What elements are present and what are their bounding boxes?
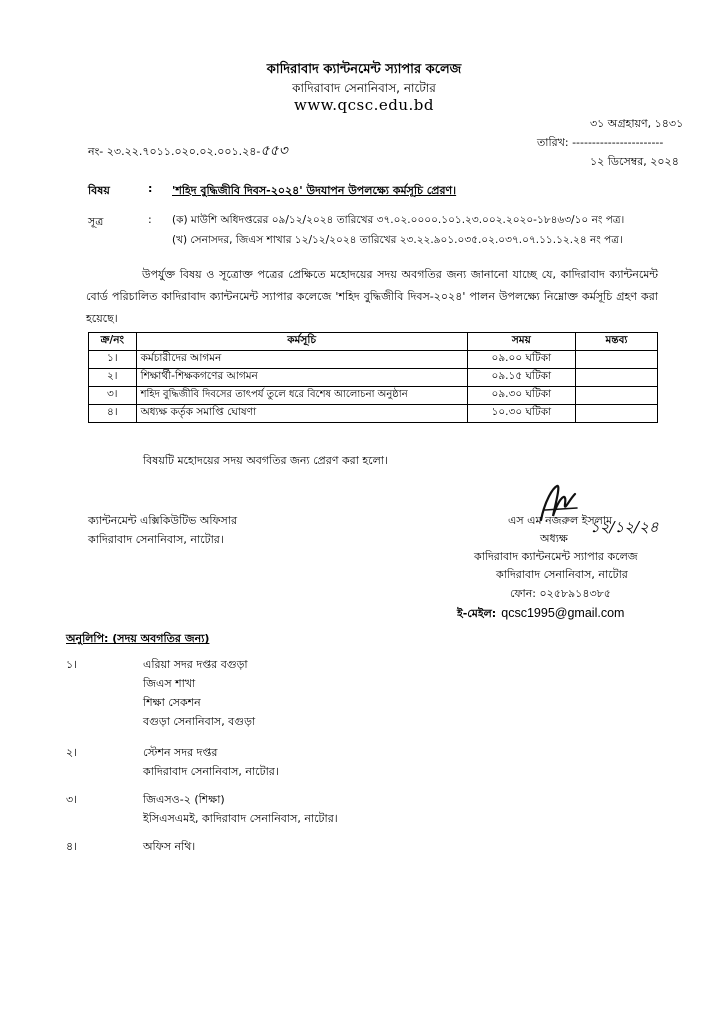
date-label: তারিখ: ----------------------- — [537, 136, 664, 149]
copy-item-number: ৩। — [66, 793, 78, 806]
signed-date: ১২/১২/২৪ — [590, 518, 659, 536]
table-row — [89, 351, 658, 369]
copy-line: জিএসও-২ (শিক্ষা) — [143, 793, 225, 806]
copy-line: জিএস শাখা — [143, 677, 196, 690]
header-serial: ক্র/নং — [89, 333, 137, 351]
recipient-line-2: কাদিরাবাদ সেনানিবাস, নাটোর। — [88, 533, 224, 546]
table-header-row — [89, 333, 658, 351]
copy-line: কাদিরাবাদ সেনানিবাস, নাটোর। — [143, 765, 279, 778]
institution-website: www.qcsc.edu.bd — [294, 96, 434, 114]
row-program: শহিদ বুদ্ধিজীবি দিবসের তাৎপর্য তুলে ধরে বিশেষ আলোচনা অনুষ্ঠান — [136, 387, 467, 405]
row-program: শিক্ষার্থী-শিক্ষকগণের আগমন — [136, 369, 467, 387]
row-serial: ১। — [89, 351, 137, 369]
source-colon: : — [148, 213, 152, 226]
email-address: qcsc1995@gmail.com — [501, 606, 625, 620]
row-remark — [575, 387, 657, 405]
row-program: অধ্যক্ষ কর্তৃক সমাপ্তি ঘোষণা — [136, 405, 467, 423]
copy-item-number: ১। — [66, 658, 78, 671]
header-remarks: মন্তব্য — [575, 333, 657, 351]
header-program: কর্মসূচি — [136, 333, 467, 351]
institution-address: কাদিরাবাদ সেনানিবাস, নাটোর — [292, 81, 436, 95]
sender-phone: ফোন: ০২৫৮৯১৪৩৮৫ — [510, 587, 611, 600]
recipient-line-1: ক্যান্টনমেন্ট এক্সিকিউটিভ অফিসার — [88, 514, 238, 527]
row-program: কর্মচারীদের আগমন — [136, 351, 467, 369]
table-row — [89, 369, 658, 387]
row-serial: ৩। — [89, 387, 137, 405]
copy-line: এরিয়া সদর দপ্তর বগুড়া — [143, 658, 248, 671]
sender-address: কাদিরাবাদ সেনানিবাস, নাটোর — [496, 568, 628, 581]
copy-item-number: ৪। — [66, 840, 78, 853]
copy-item-number: ২। — [66, 746, 78, 759]
sender-institution: কাদিরাবাদ ক্যান্টনমেন্ট স্যাপার কলেজ — [474, 550, 638, 563]
date-bangla: ৩১ অগ্রহায়ণ, ১৪৩১ — [590, 117, 684, 130]
row-remark — [575, 369, 657, 387]
body-paragraph: উপর্যুক্ত বিষয় ও সূত্রোক্ত পত্রের প্রেক্ষিতে মহোদয়ের সদয় অবগতির জন্য জানানো যাচ্ছে যে, কাদিরাবাদ ক্যান্টনমেন্ট বোর্ড পরিচালিত কাদিরাবাদ ক্যান্টনমেন্ট স্যাপার কলেজে 'শহিদ বুদ্ধিজীবি দিবস-২০২৪' পালন উপলক্ষ্যে নিম্নোক্ত কর্মসূচি গ্রহণ করা হয়েছে। — [86, 268, 658, 325]
email-label: ই-মেইল: — [457, 607, 497, 620]
copies-heading: অনুলিপি: (সদয় অবগতির জন্য) — [66, 632, 210, 645]
row-serial: ৪। — [89, 405, 137, 423]
copy-line: ইসিএসএমই, কাদিরাবাদ সেনানিবাস, নাটোর। — [143, 812, 338, 825]
source-item-a: (ক) মাউশি অধিদপ্তরের ০৯/১২/২০২৪ তারিখের ৩৭.০২.০০০০.১০১.২৩.০০২.২০২০-১৮৪৬৩/১০ নং পত্র। — [172, 214, 625, 226]
header-time: সময় — [467, 333, 575, 351]
row-remark — [575, 405, 657, 423]
table-row — [89, 405, 658, 423]
program-table — [88, 332, 658, 423]
row-remark — [575, 351, 657, 369]
memo-number — [88, 139, 288, 163]
closing-line: বিষয়টি মহোদয়ের সদয় অবগতির জন্য প্রেরণ করা হলো। — [143, 454, 388, 467]
copy-line: অফিস নথি। — [143, 840, 196, 853]
sender-email-block — [457, 602, 624, 624]
institution-name: কাদিরাবাদ ক্যান্টনমেন্ট স্যাপার কলেজ — [266, 62, 462, 77]
copy-line: বগুড়া সেনানিবাস, বগুড়া — [143, 715, 256, 728]
subject-text: 'শহিদ বুদ্ধিজীবি দিবস-২০২৪' উদযাপন উপলক্ষ্যে কর্মসূচি প্রেরণ। — [172, 184, 457, 197]
date-english: ১২ ডিসেম্বর, ২০২৪ — [590, 155, 679, 168]
row-time: ০৯.০০ ঘটিকা — [467, 351, 575, 369]
copy-line: শিক্ষা সেকশন — [143, 696, 201, 709]
sender-name: এস এম নজরুল ইসলাম — [508, 514, 613, 527]
sender-designation: অধ্যক্ষ — [540, 532, 568, 545]
source-item-b: (খ) সেনাসদর, জিএস শাখার ১২/১২/২০২৪ তারিখের ২৩.২২.৯০১.০৩৫.০২.০৩৭.০৭.১১.১২.২৪ নং পত্র। — [172, 234, 623, 246]
memo-number-text: নং- ২৩.২২.৭০১১.০২০.০২.০০১.২৪- — [88, 145, 261, 158]
source-label: সূত্র — [88, 215, 104, 228]
row-time: ০৯.১৫ ঘটিকা — [467, 369, 575, 387]
copy-line: স্টেশন সদর দপ্তর — [143, 746, 218, 759]
row-time: ০৯.৩০ ঘটিকা — [467, 387, 575, 405]
row-time: ১০.৩০ ঘটিকা — [467, 405, 575, 423]
row-serial: ২। — [89, 369, 137, 387]
memo-number-handwritten: ৫৫৩ — [260, 143, 288, 159]
subject-colon: : — [148, 182, 153, 195]
table-row — [89, 387, 658, 405]
subject-label: বিষয় — [88, 184, 110, 197]
